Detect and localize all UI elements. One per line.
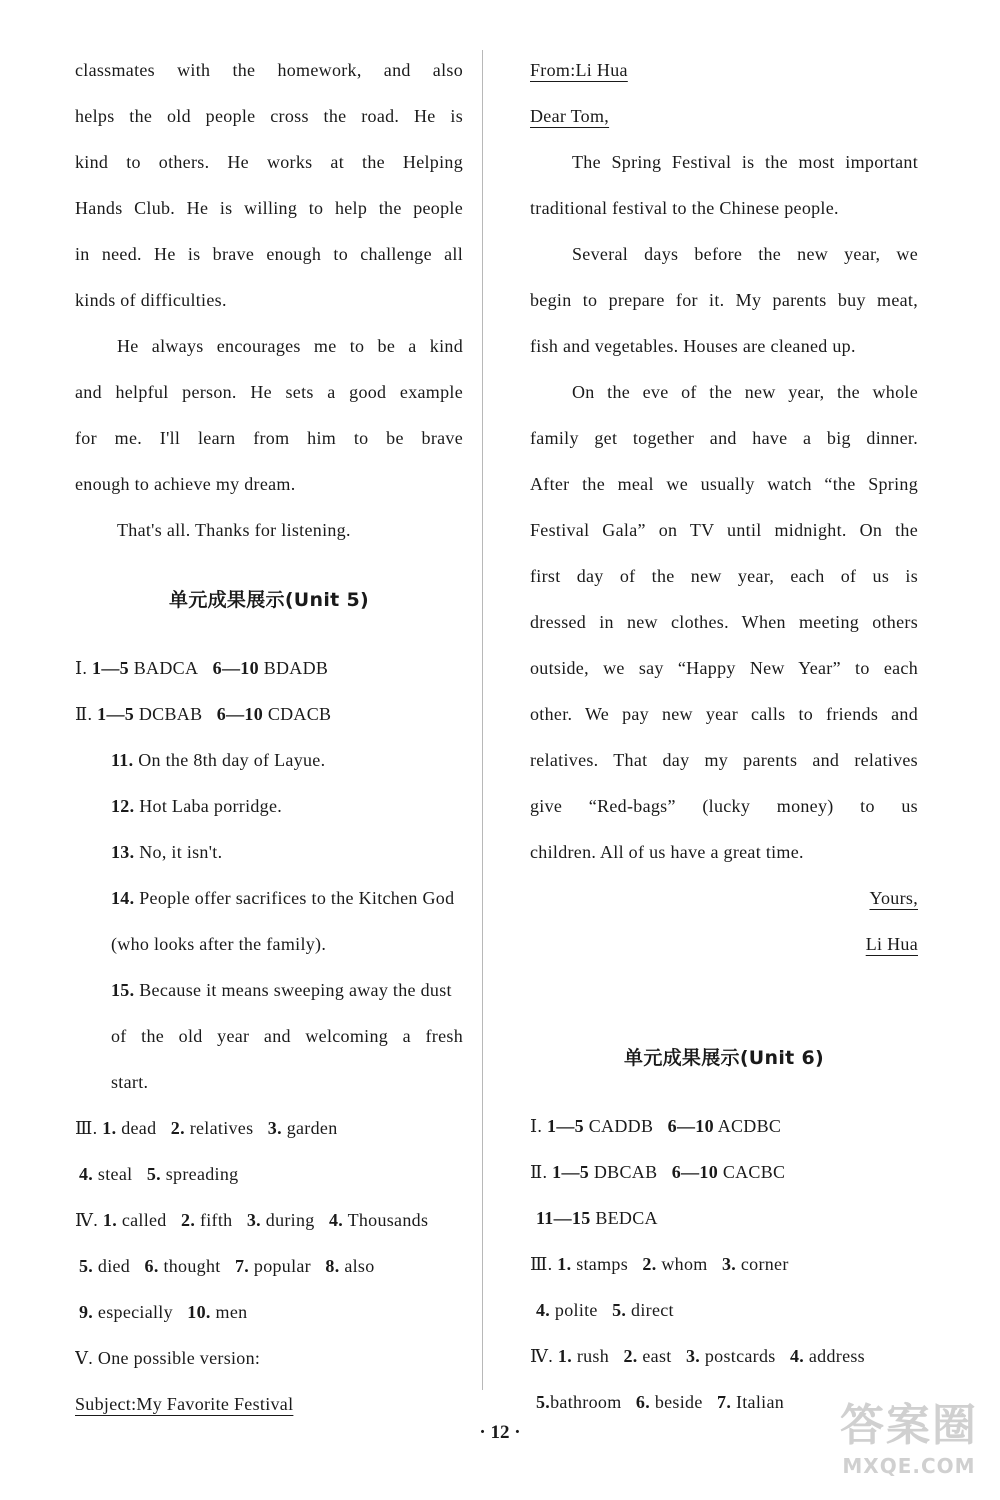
text-line: outside, we say “Happy New Year” to each [530, 658, 918, 678]
letter-signature: Li Hua [865, 934, 918, 954]
text-line: Hands Club. He is willing to help the people [75, 198, 463, 218]
answer-item-11: 11. On the 8th day of Layue. [111, 750, 326, 770]
text-line: family get together and have a big dinner. [530, 428, 918, 448]
page-number: · 12 · [479, 1422, 521, 1443]
column-divider [482, 50, 483, 1390]
text-line: other. We pay new year calls to friends and [530, 704, 918, 724]
unit5-section-2: Ⅱ. 1—5 DCBAB 6—10 CDACB [75, 704, 332, 724]
text-line: and helpful person. He sets a good example [75, 382, 463, 402]
speech-paragraph [75, 47, 463, 323]
essay-subject: Subject:My Favorite Festival [75, 1394, 294, 1414]
text-line: fish and vegetables. Houses are cleaned up. [530, 336, 856, 356]
letter-greeting: Dear Tom, [530, 106, 610, 126]
text-line: He always encourages me to be a kind [117, 336, 463, 356]
text-line: dressed in new clothes. When meeting others [530, 612, 918, 632]
text-line: On the eve of the new year, the whole [572, 382, 918, 402]
unit6-section-4: Ⅳ. 1. rush 2. east 3. postcards 4. address [530, 1346, 865, 1366]
text-line: classmates with the homework, and also [75, 60, 463, 80]
text-line: kinds of difficulties. [75, 290, 227, 310]
unit6-section-4-row2: 5.bathroom 6. beside 7. Italian [536, 1392, 785, 1412]
unit5-section-5: Ⅴ. One possible version: [75, 1348, 261, 1368]
text-line: relatives. That day my parents and relatives [530, 750, 918, 770]
unit5-section-1: Ⅰ. 1—5 BADCA 6—10 BDADB [75, 658, 329, 678]
letter-signoff: Yours, [869, 888, 918, 908]
text-line: children. All of us have a great time. [530, 842, 804, 862]
text-line: enough to achieve my dream. [75, 474, 296, 494]
text-line: begin to prepare for it. My parents buy meat, [530, 290, 918, 310]
answer-item-13: 13. No, it isn't. [111, 842, 223, 862]
text-line: The Spring Festival is the most important [572, 152, 918, 172]
unit5-heading: 单元成果展示(Unit 5) [169, 589, 369, 611]
answer-item-14-cont: (who looks after the family). [111, 934, 327, 954]
text-line: helps the old people cross the road. He is [75, 106, 463, 126]
speech-closing: That's all. Thanks for listening. [117, 520, 351, 540]
answer-item-15: 15. Because it means sweeping away the dust [111, 980, 452, 1000]
text-line: for me. I'll learn from him to be brave [75, 428, 463, 448]
unit6-heading: 单元成果展示(Unit 6) [624, 1047, 824, 1069]
watermark-logo [840, 1402, 978, 1482]
answer-item-15-cont: of the old year and welcoming a fresh [111, 1026, 463, 1046]
letter-paragraph-2 [530, 231, 918, 369]
answer-item-12: 12. Hot Laba porridge. [111, 796, 283, 816]
watermark-url: MXQE.COM [842, 1454, 976, 1478]
text-line: Festival Gala” on TV until midnight. On the [530, 520, 918, 540]
left-column [75, 0, 463, 1427]
unit5-section-3-row2: 4. steal 5. spreading [79, 1164, 239, 1184]
unit5-section-4-row3: 9. especially 10. men [79, 1302, 248, 1322]
letter-from: From:Li Hua [530, 60, 628, 80]
text-line: Several days before the new year, we [572, 244, 918, 264]
speech-paragraph-2 [75, 323, 463, 507]
answer-item-14: 14. People offer sacrifices to the Kitchen God [111, 888, 455, 908]
text-line: kind to others. He works at the Helping [75, 152, 463, 172]
letter-paragraph-3 [530, 369, 918, 875]
unit6-section-2: Ⅱ. 1—5 DBCAB 6—10 CACBC [530, 1162, 786, 1182]
right-column [530, 0, 918, 1425]
watermark-text: 答案圈 [840, 1400, 978, 1451]
letter-paragraph-1 [530, 139, 918, 231]
text-line: in need. He is brave enough to challenge all [75, 244, 463, 264]
text-line: first day of the new year, each of us is [530, 566, 918, 586]
unit5-section-4-row2: 5. died 6. thought 7. popular 8. also [79, 1256, 375, 1276]
unit6-section-2-row2: 11—15 BEDCA [536, 1208, 658, 1228]
text-line: traditional festival to the Chinese people. [530, 198, 839, 218]
text-line: After the meal we usually watch “the Spring [530, 474, 918, 494]
answer-item-15-cont2: start. [111, 1072, 149, 1092]
unit5-section-3: Ⅲ. 1. dead 2. relatives 3. garden [75, 1118, 338, 1138]
unit6-section-3-row2: 4. polite 5. direct [536, 1300, 674, 1320]
unit6-section-1: Ⅰ. 1—5 CADDB 6—10 ACDBC [530, 1116, 782, 1136]
text-line: give “Red-bags” (lucky money) to us [530, 796, 918, 816]
unit5-section-4: Ⅳ. 1. called 2. fifth 3. during 4. Thousands [75, 1210, 429, 1230]
unit6-section-3: Ⅲ. 1. stamps 2. whom 3. corner [530, 1254, 789, 1274]
